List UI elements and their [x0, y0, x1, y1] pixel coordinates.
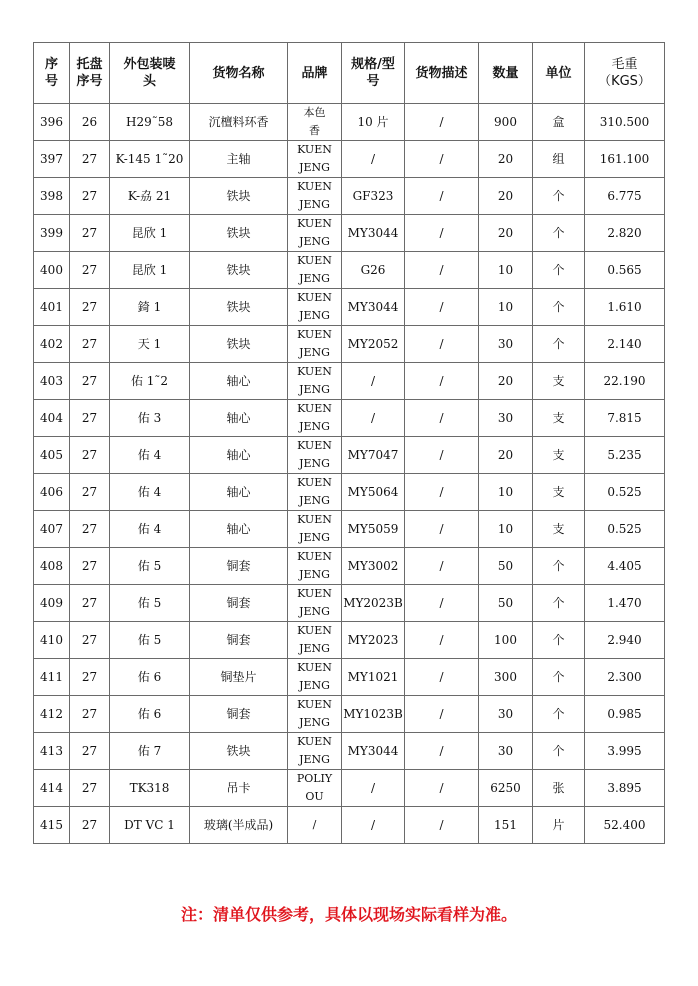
cell-name: 铁块 — [190, 215, 288, 252]
cell-brand: KUEN JENG — [288, 696, 342, 733]
cell-spec: MY3044 — [342, 289, 405, 326]
cell-mark: DT VC 1 — [110, 807, 190, 844]
cell-pallet: 27 — [70, 178, 110, 215]
cell-pallet: 27 — [70, 474, 110, 511]
table-row — [34, 326, 665, 363]
cell-name: 铜套 — [190, 548, 288, 585]
cell-seq: 407 — [34, 511, 70, 548]
cell-seq: 411 — [34, 659, 70, 696]
cell-qty: 10 — [479, 511, 533, 548]
cell-mark: H29˜58 — [110, 104, 190, 141]
cell-weight: 161.100 — [585, 141, 665, 178]
cell-name: 玻璃(半成品) — [190, 807, 288, 844]
table-header-row — [34, 43, 665, 104]
cell-desc: / — [405, 326, 479, 363]
cell-name: 轴心 — [190, 400, 288, 437]
cell-desc: / — [405, 141, 479, 178]
cell-seq: 412 — [34, 696, 70, 733]
cell-desc: / — [405, 659, 479, 696]
cell-seq: 396 — [34, 104, 70, 141]
cell-brand: KUEN JENG — [288, 400, 342, 437]
cell-mark: 昆欣 1 — [110, 215, 190, 252]
cell-brand: KUEN JENG — [288, 363, 342, 400]
cell-weight: 3.995 — [585, 733, 665, 770]
cell-brand: KUEN JENG — [288, 511, 342, 548]
cell-pallet: 27 — [70, 326, 110, 363]
packing-list-table — [33, 42, 665, 844]
cell-seq: 403 — [34, 363, 70, 400]
cell-seq: 400 — [34, 252, 70, 289]
cell-name: 轴心 — [190, 363, 288, 400]
cell-pallet: 27 — [70, 400, 110, 437]
cell-weight: 3.895 — [585, 770, 665, 807]
cell-brand: KUEN JENG — [288, 141, 342, 178]
cell-name: 铜套 — [190, 585, 288, 622]
cell-spec: MY1021 — [342, 659, 405, 696]
cell-brand: KUEN JENG — [288, 733, 342, 770]
table-row — [34, 733, 665, 770]
cell-unit: 支 — [533, 474, 585, 511]
cell-brand: KUEN JENG — [288, 585, 342, 622]
cell-mark: 佑 1˜2 — [110, 363, 190, 400]
cell-desc: / — [405, 696, 479, 733]
cell-weight: 0.525 — [585, 474, 665, 511]
disclaimer-note: 注：清单仅供参考，具体以现场实际看样为准。 — [180, 905, 517, 924]
cell-unit: 片 — [533, 807, 585, 844]
table-row — [34, 696, 665, 733]
cell-desc: / — [405, 437, 479, 474]
cell-spec: MY3002 — [342, 548, 405, 585]
cell-mark: K-145 1˜20 — [110, 141, 190, 178]
cell-qty: 20 — [479, 178, 533, 215]
cell-weight: 2.940 — [585, 622, 665, 659]
table-row — [34, 770, 665, 807]
cell-weight: 0.565 — [585, 252, 665, 289]
cell-spec: MY5059 — [342, 511, 405, 548]
cell-qty: 100 — [479, 622, 533, 659]
cell-pallet: 27 — [70, 141, 110, 178]
cell-qty: 30 — [479, 400, 533, 437]
cell-brand: KUEN JENG — [288, 178, 342, 215]
cell-brand: KUEN JENG — [288, 326, 342, 363]
header-qty: 数量 — [479, 43, 533, 104]
cell-mark: 佑 6 — [110, 659, 190, 696]
cell-pallet: 27 — [70, 363, 110, 400]
table-row — [34, 363, 665, 400]
cell-name: 轴心 — [190, 474, 288, 511]
cell-seq: 414 — [34, 770, 70, 807]
table-row — [34, 548, 665, 585]
header-unit: 单位 — [533, 43, 585, 104]
cell-spec: MY3044 — [342, 215, 405, 252]
cell-spec: / — [342, 807, 405, 844]
cell-brand: KUEN JENG — [288, 437, 342, 474]
cell-unit: 个 — [533, 252, 585, 289]
header-spec: 规格/型 号 — [342, 43, 405, 104]
cell-spec: / — [342, 400, 405, 437]
table-row — [34, 215, 665, 252]
cell-unit: 组 — [533, 141, 585, 178]
header-weight: 毛重 （KGS） — [585, 43, 665, 104]
cell-mark: 天 1 — [110, 326, 190, 363]
cell-mark: 佑 5 — [110, 548, 190, 585]
cell-pallet: 27 — [70, 215, 110, 252]
cell-pallet: 27 — [70, 733, 110, 770]
table-row — [34, 659, 665, 696]
table-row — [34, 104, 665, 141]
cell-seq: 398 — [34, 178, 70, 215]
cell-brand: POLIY OU — [288, 770, 342, 807]
cell-mark: TK318 — [110, 770, 190, 807]
cell-desc: / — [405, 215, 479, 252]
cell-pallet: 27 — [70, 252, 110, 289]
cell-seq: 408 — [34, 548, 70, 585]
cell-unit: 支 — [533, 511, 585, 548]
cell-desc: / — [405, 104, 479, 141]
cell-pallet: 27 — [70, 289, 110, 326]
cell-name: 铁块 — [190, 733, 288, 770]
cell-pallet: 27 — [70, 548, 110, 585]
cell-seq: 410 — [34, 622, 70, 659]
cell-mark: 佑 4 — [110, 474, 190, 511]
cell-desc: / — [405, 289, 479, 326]
cell-qty: 900 — [479, 104, 533, 141]
cell-pallet: 26 — [70, 104, 110, 141]
cell-unit: 个 — [533, 585, 585, 622]
cell-seq: 402 — [34, 326, 70, 363]
cell-name: 轴心 — [190, 437, 288, 474]
cell-seq: 404 — [34, 400, 70, 437]
table-row — [34, 178, 665, 215]
cell-name: 铁块 — [190, 252, 288, 289]
cell-weight: 2.300 — [585, 659, 665, 696]
cell-qty: 300 — [479, 659, 533, 696]
cell-desc: / — [405, 770, 479, 807]
cell-brand: KUEN JENG — [288, 289, 342, 326]
cell-pallet: 27 — [70, 622, 110, 659]
cell-seq: 399 — [34, 215, 70, 252]
cell-seq: 415 — [34, 807, 70, 844]
cell-mark: 佑 5 — [110, 622, 190, 659]
cell-unit: 个 — [533, 178, 585, 215]
header-brand: 品牌 — [288, 43, 342, 104]
cell-unit: 个 — [533, 289, 585, 326]
cell-weight: 1.470 — [585, 585, 665, 622]
table-row — [34, 141, 665, 178]
cell-unit: 个 — [533, 696, 585, 733]
cell-spec: 10 片 — [342, 104, 405, 141]
cell-mark: 佑 4 — [110, 437, 190, 474]
cell-desc: / — [405, 252, 479, 289]
cell-spec: MY2023B — [342, 585, 405, 622]
cell-weight: 4.405 — [585, 548, 665, 585]
cell-qty: 10 — [479, 252, 533, 289]
cell-spec: MY3044 — [342, 733, 405, 770]
cell-name: 铜套 — [190, 696, 288, 733]
table-row — [34, 252, 665, 289]
cell-desc: / — [405, 363, 479, 400]
cell-desc: / — [405, 511, 479, 548]
cell-pallet: 27 — [70, 807, 110, 844]
cell-spec: / — [342, 363, 405, 400]
header-seq: 序 号 — [34, 43, 70, 104]
table-row — [34, 289, 665, 326]
cell-unit: 个 — [533, 733, 585, 770]
cell-qty: 50 — [479, 548, 533, 585]
cell-weight: 1.610 — [585, 289, 665, 326]
cell-spec: MY7047 — [342, 437, 405, 474]
cell-brand: KUEN JENG — [288, 548, 342, 585]
cell-mark: K-劦 21 — [110, 178, 190, 215]
cell-mark: 佑 4 — [110, 511, 190, 548]
cell-weight: 5.235 — [585, 437, 665, 474]
cell-brand: KUEN JENG — [288, 659, 342, 696]
cell-weight: 6.775 — [585, 178, 665, 215]
cell-qty: 20 — [479, 437, 533, 474]
cell-brand: KUEN JENG — [288, 252, 342, 289]
cell-seq: 409 — [34, 585, 70, 622]
cell-unit: 个 — [533, 326, 585, 363]
cell-qty: 30 — [479, 326, 533, 363]
cell-seq: 413 — [34, 733, 70, 770]
cell-desc: / — [405, 622, 479, 659]
cell-unit: 个 — [533, 215, 585, 252]
cell-unit: 个 — [533, 659, 585, 696]
cell-mark: 佑 3 — [110, 400, 190, 437]
cell-desc: / — [405, 548, 479, 585]
table-row — [34, 474, 665, 511]
table-row — [34, 511, 665, 548]
table-row — [34, 807, 665, 844]
cell-qty: 151 — [479, 807, 533, 844]
cell-unit: 支 — [533, 437, 585, 474]
table-row — [34, 400, 665, 437]
cell-mark: 佑 6 — [110, 696, 190, 733]
cell-pallet: 27 — [70, 770, 110, 807]
cell-desc: / — [405, 807, 479, 844]
cell-desc: / — [405, 585, 479, 622]
header-name: 货物名称 — [190, 43, 288, 104]
cell-mark: 昆欣 1 — [110, 252, 190, 289]
cell-weight: 0.985 — [585, 696, 665, 733]
cell-spec: MY1023B — [342, 696, 405, 733]
cell-name: 沉檀料环香 — [190, 104, 288, 141]
cell-weight: 7.815 — [585, 400, 665, 437]
cell-pallet: 27 — [70, 585, 110, 622]
cell-qty: 20 — [479, 215, 533, 252]
cell-unit: 支 — [533, 400, 585, 437]
cell-unit: 支 — [533, 363, 585, 400]
cell-seq: 405 — [34, 437, 70, 474]
cell-name: 铜套 — [190, 622, 288, 659]
cell-name: 铁块 — [190, 289, 288, 326]
cell-weight: 310.500 — [585, 104, 665, 141]
header-pallet: 托盘 序号 — [70, 43, 110, 104]
table-row — [34, 437, 665, 474]
cell-qty: 6250 — [479, 770, 533, 807]
cell-spec: GF323 — [342, 178, 405, 215]
cell-brand: 本色 香 — [288, 104, 342, 141]
cell-brand: KUEN JENG — [288, 215, 342, 252]
cell-qty: 10 — [479, 474, 533, 511]
cell-pallet: 27 — [70, 696, 110, 733]
cell-unit: 盒 — [533, 104, 585, 141]
cell-qty: 30 — [479, 696, 533, 733]
cell-pallet: 27 — [70, 659, 110, 696]
cell-spec: MY5064 — [342, 474, 405, 511]
cell-name: 铜垫片 — [190, 659, 288, 696]
cell-desc: / — [405, 178, 479, 215]
cell-seq: 397 — [34, 141, 70, 178]
cell-weight: 0.525 — [585, 511, 665, 548]
cell-mark: 錡 1 — [110, 289, 190, 326]
cell-spec: / — [342, 141, 405, 178]
cell-desc: / — [405, 733, 479, 770]
cell-seq: 401 — [34, 289, 70, 326]
cell-seq: 406 — [34, 474, 70, 511]
cell-qty: 20 — [479, 363, 533, 400]
cell-unit: 张 — [533, 770, 585, 807]
cell-name: 吊卡 — [190, 770, 288, 807]
cell-mark: 佑 7 — [110, 733, 190, 770]
cell-weight: 2.820 — [585, 215, 665, 252]
header-mark: 外包装唛 头 — [110, 43, 190, 104]
cell-desc: / — [405, 474, 479, 511]
cell-spec: / — [342, 770, 405, 807]
cell-unit: 个 — [533, 548, 585, 585]
cell-brand: / — [288, 807, 342, 844]
cell-name: 轴心 — [190, 511, 288, 548]
cell-weight: 2.140 — [585, 326, 665, 363]
cell-qty: 20 — [479, 141, 533, 178]
cell-name: 主轴 — [190, 141, 288, 178]
header-desc: 货物描述 — [405, 43, 479, 104]
cell-mark: 佑 5 — [110, 585, 190, 622]
cell-desc: / — [405, 400, 479, 437]
table-row — [34, 585, 665, 622]
cell-qty: 30 — [479, 733, 533, 770]
cell-weight: 52.400 — [585, 807, 665, 844]
cell-spec: MY2052 — [342, 326, 405, 363]
cell-name: 铁块 — [190, 326, 288, 363]
cell-weight: 22.190 — [585, 363, 665, 400]
cell-spec: G26 — [342, 252, 405, 289]
cell-pallet: 27 — [70, 511, 110, 548]
cell-pallet: 27 — [70, 437, 110, 474]
cell-qty: 50 — [479, 585, 533, 622]
cell-spec: MY2023 — [342, 622, 405, 659]
cell-brand: KUEN JENG — [288, 474, 342, 511]
cell-brand: KUEN JENG — [288, 622, 342, 659]
cell-qty: 10 — [479, 289, 533, 326]
cell-unit: 个 — [533, 622, 585, 659]
table-row — [34, 622, 665, 659]
cell-name: 铁块 — [190, 178, 288, 215]
